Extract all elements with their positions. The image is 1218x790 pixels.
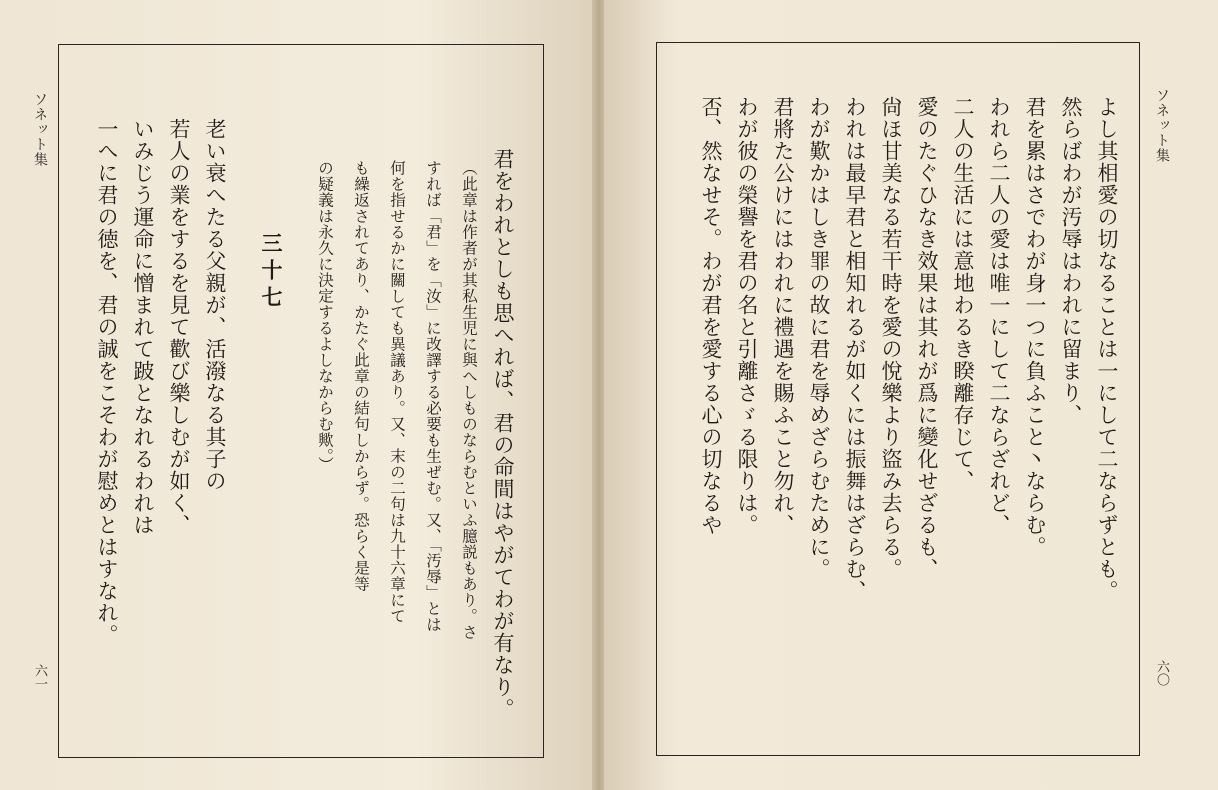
left-paragraph-line: も繰返されてあり、かたぐ此章の結句しからず。恐らく是等 [352, 160, 370, 592]
right-poem-line: わが歎かはしき罪の故に君を辱めざらむために。 [807, 96, 831, 580]
right-poem-line: 然らばわが汚辱はわれに留まり、 [1059, 96, 1083, 426]
left-paragraph-line: （此章は作者が其私生児に與へしものならむといふ臆説もあり。さ [460, 160, 478, 640]
right-poem-line: 君將た公けにはわれに禮遇を賜ふこと勿れ、 [771, 96, 795, 536]
section-title: 三十七 [259, 232, 284, 313]
right-poem-line: 愛のたぐひなき效果は其れが爲に變化せざるも、 [915, 96, 939, 580]
right-poem-line: 二人の生活には意地わるき睽離存じて、 [951, 96, 975, 492]
left-paragraph-line: 何を指せるかに關しても異議あり。又、末の二句は九十六章にて [388, 160, 406, 624]
right-poem-line: われら二人の愛は唯一にして二ならざれど、 [987, 96, 1011, 536]
right-poem-line: 君を累はさでわが身一つに負ふこと丶ならむ。 [1023, 96, 1047, 558]
right-poem-line: よし其相愛の切なることは一にして二ならずとも。 [1095, 96, 1119, 602]
left-paragraph-line: すれば「君」を「汝」に改譯する必要も生ぜむ。又、「汚辱」とは [424, 160, 442, 633]
left-poem-line: 老い衰へたる父親が、活潑なる其子の [203, 118, 227, 492]
left-poem-line: 一へに君の徳を、君の誠をこそわが慰めとはすなれ。 [95, 118, 119, 646]
left-poem-line: いみじう運命に憎まれて跛となれるわれは [131, 118, 155, 536]
right-page-number: 六〇 [1154, 660, 1169, 686]
right-poem-line: われは最早君と相知れるが如くには振舞はざらむ、 [843, 96, 867, 602]
left-poem-line: 若人の業をするを見て歡び樂しむが如く、 [167, 118, 191, 536]
left-paragraph-line: 君をわれとしも思へれば、君の命間はやがてわが有なり。 [491, 148, 515, 720]
left-running-header: ソネット集 [32, 92, 48, 167]
right-running-header: ソネット集 [1154, 88, 1170, 163]
right-page [604, 0, 1218, 790]
left-page-number: 六一 [32, 664, 47, 690]
left-paragraph-line: の疑義は永久に決定するよしなからむ歟。） [316, 160, 334, 473]
left-page [0, 0, 596, 790]
right-poem-line: わが彼の榮譽を君の名と引離さゞる限りは。 [735, 96, 759, 536]
right-poem-line: 尙ほ甘美なる若干時を愛の悅樂より盜み去らる。 [879, 96, 903, 580]
right-poem-line: 否、然なせそ。わが君を愛する心の切なるや [699, 96, 723, 536]
